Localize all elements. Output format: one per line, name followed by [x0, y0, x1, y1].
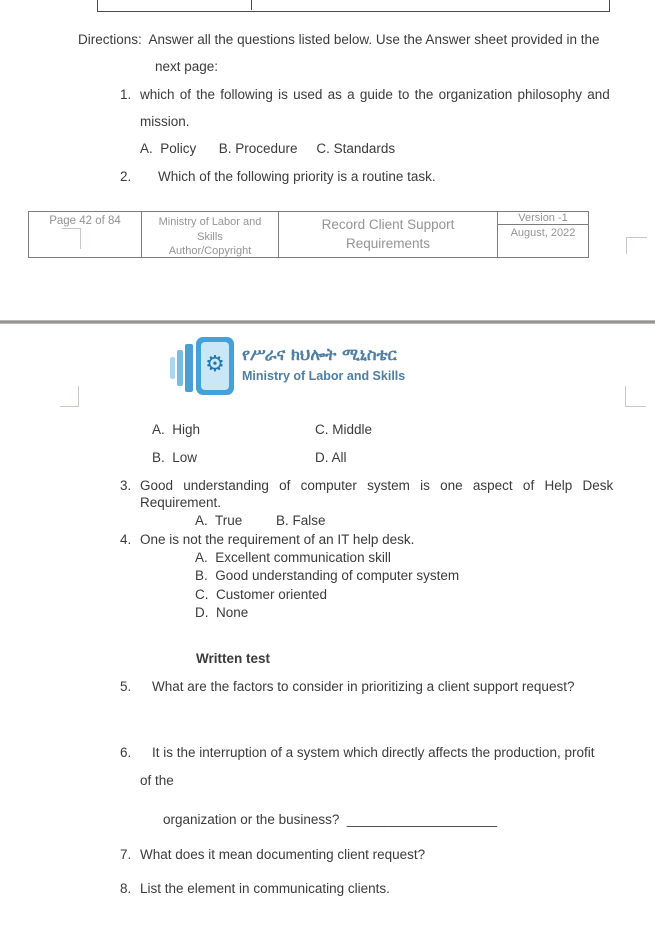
question-6-number: 6. — [120, 745, 132, 760]
footer-author-line-1: Ministry of Labor and — [158, 216, 262, 228]
header-table-partial — [97, 0, 610, 12]
question-8-number: 8. — [120, 881, 132, 896]
question-3-text-line-2: Requirement. — [140, 495, 222, 510]
text-boundary-mark-page2-right — [625, 386, 646, 407]
question-3-text-line-1: Good understanding of computer system is one aspect of Help Desk — [140, 478, 614, 493]
question-1-options: A. Policy B. Procedure C. Standards — [140, 141, 396, 156]
question-2-option-d: D. All — [315, 450, 347, 465]
footer-module-title-line-1: Record Client Support — [321, 217, 455, 232]
footer-module-title-line-2: Requirements — [345, 236, 431, 251]
question-1-text-line-1: which of the following is used as a guide to the organization philosophy and — [140, 87, 610, 102]
question-4-option-d: D. None — [195, 605, 249, 620]
footer-date: August, 2022 — [510, 227, 576, 239]
question-6-text-line-3: organization or the business? ____________________ — [163, 812, 498, 827]
question-4-text: One is not the requirement of an IT help desk. — [140, 532, 415, 547]
logo-bar-icon — [170, 357, 175, 379]
question-6-text-line-1: It is the interruption of a system which directly affects the production, profit — [152, 745, 595, 760]
footer-author-cell — [142, 212, 279, 257]
question-1-number: 1. — [120, 87, 132, 102]
question-5-number: 5. — [120, 679, 132, 694]
text-boundary-mark-top-left — [62, 228, 81, 249]
gear-icon: ⚙ — [205, 352, 225, 377]
footer-author-line-3: Author/Copyright — [168, 245, 252, 257]
question-4-option-a: A. Excellent communication skill — [195, 550, 391, 565]
question-4-option-b: B. Good understanding of computer system — [195, 568, 460, 583]
question-6-text-line-2: of the — [140, 773, 174, 788]
logo-bar-icon — [177, 350, 183, 386]
header-table-divider — [251, 0, 252, 10]
text-boundary-mark-page2-left — [60, 386, 79, 407]
question-5-text: What are the factors to consider in prioritizing a client support request? — [152, 679, 575, 694]
logo-amharic-title: የሥራና ክህሎት ሚኒስቴር — [242, 345, 397, 364]
question-7-text: What does it mean documenting client request? — [140, 847, 426, 862]
text-boundary-mark-top-right — [626, 237, 647, 254]
page-break-divider — [0, 320, 655, 324]
logo-bar-icon — [185, 344, 193, 392]
footer-author-line-2: Skills — [197, 230, 223, 243]
logo-english-title: Ministry of Labor and Skills — [242, 369, 406, 383]
question-1-text-line-2: mission. — [140, 114, 190, 129]
question-8-text: List the element in communicating clients. — [140, 881, 390, 896]
written-test-heading: Written test — [196, 651, 271, 666]
footer-version: Version -1 — [498, 212, 588, 225]
question-3-number: 3. — [120, 478, 132, 493]
question-4-option-c: C. Customer oriented — [195, 587, 328, 602]
question-2-number: 2. — [120, 169, 132, 184]
directions-line-2: next page: — [155, 59, 219, 74]
question-3-options: A. True B. False — [195, 513, 326, 528]
ministry-logo — [170, 337, 430, 397]
footer-module-title-cell — [279, 212, 498, 257]
footer-page-number-cell — [29, 212, 142, 257]
question-2-option-a: A. High — [152, 422, 201, 437]
directions-line-1: Directions: Answer all the questions listed below. Use the Answer sheet provided in the — [78, 32, 600, 47]
question-2-option-c: C. Middle — [315, 422, 373, 437]
page-footer-table — [28, 211, 589, 258]
question-2-text: Which of the following priority is a routine task. — [158, 169, 436, 184]
footer-version-cell — [498, 212, 588, 257]
question-7-number: 7. — [120, 847, 132, 862]
question-4-number: 4. — [120, 532, 132, 547]
question-2-option-b: B. Low — [152, 450, 198, 465]
footer-page-number: Page 42 of 84 — [49, 215, 121, 227]
